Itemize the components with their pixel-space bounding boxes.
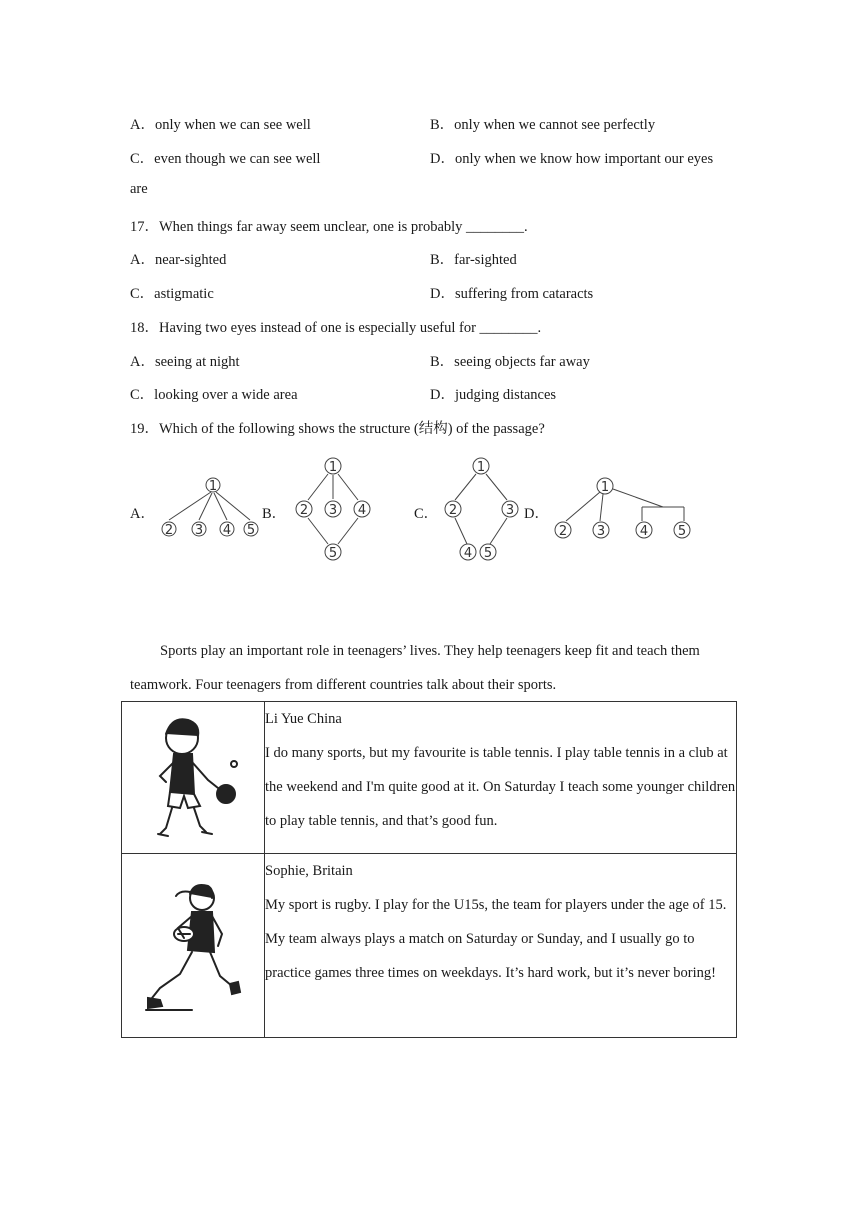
q16-option-a: A．only when we can see well [130,117,311,133]
q18-option-d: D．judging distances [430,387,557,403]
diagram-b-node-5: 5 [328,546,338,561]
structure-diagram-d [548,474,698,544]
row-heading-li-yue: Li Yue China [265,711,342,727]
diagram-d-node-4: 4 [639,524,649,539]
diagram-c-node-3: 3 [505,503,515,518]
teenagers-sports-table [121,701,737,1038]
q19-option-d-label: D． [524,506,549,522]
q18-option-a: A．seeing at night [130,354,240,370]
diagram-d-node-5: 5 [677,524,687,539]
row-text-li-yue: I do many sports, but my favourite is table tennis. I play table tennis in a club at the weekend and I'm quite good at it. On Saturday I teach some younger children to play table tennis, and that’s good fun. [265,745,736,829]
row-heading-sophie: Sophie, Britain [265,863,353,879]
q17-option-d: D．suffering from cataracts [430,286,594,302]
q19-option-b-label: B． [262,506,287,522]
row-text-sophie: My sport is rugby. I play for the U15s, the team for players under the age of 15. My team always plays a match on Saturday or Sunday, and I usually go to practice games three times on weekdays. It’s hard work, but it’s never boring! [265,897,727,981]
q17-option-b: B．far-sighted [430,252,517,268]
q17-stem: 17．When things far away seem unclear, one is probably ________. [130,219,528,235]
q16-option-b: B．only when we cannot see perfectly [430,117,656,133]
table-cell-text [265,854,737,1038]
diagram-b-node-3: 3 [328,503,338,518]
passage-intro: Sports play an important role in teenagers’ lives. They help teenagers keep fit and teach them teamwork. Four teenagers from different countries talk about their sports. [130,643,700,693]
q18-option-c: C．looking over a wide area [130,387,298,403]
diagram-c-node-2: 2 [448,503,458,518]
structure-diagram-a [155,470,265,545]
q19-stem: 19．Which of the following shows the structure (结构) of the passage? [130,421,545,437]
q19-option-c-label: C． [414,506,439,522]
rugby-player-icon [122,854,264,1032]
table-row [122,702,737,854]
q17-option-a: A．near-sighted [130,252,227,268]
q18-stem: 18．Having two eyes instead of one is especially useful for ________. [130,320,542,336]
diagram-c-node-5: 5 [483,546,493,561]
diagram-c-node-1: 1 [476,460,486,475]
diagram-a-node-1: 1 [208,479,218,494]
table-tennis-player-icon [122,702,264,848]
diagram-c-node-4: 4 [463,546,473,561]
diagram-a-node-3: 3 [194,523,204,538]
diagram-b-node-4: 4 [357,503,367,518]
table-cell-picture [122,702,265,854]
diagram-a-node-2: 2 [164,523,174,538]
diagram-d-node-1: 1 [600,480,610,495]
table-row [122,854,737,1038]
q17-option-c: C．astigmatic [130,286,214,302]
diagram-b-node-1: 1 [328,460,338,475]
q16-option-c: C．even though we can see well [130,151,321,167]
structure-diagram-c [438,452,524,564]
table-cell-picture [122,854,265,1038]
diagram-d-node-3: 3 [596,524,606,539]
diagram-d-node-2: 2 [558,524,568,539]
structure-diagram-b [290,452,380,564]
q16-option-d: D．only when we know how important our eyes [430,151,714,167]
diagram-b-node-2: 2 [299,503,309,518]
q16-option-d-continued: are [130,181,148,197]
q19-option-a-label: A． [130,506,155,522]
diagram-a-node-5: 5 [246,523,256,538]
q18-option-b: B．seeing objects far away [430,354,590,370]
diagram-a-node-4: 4 [222,523,232,538]
table-cell-text [265,702,737,854]
